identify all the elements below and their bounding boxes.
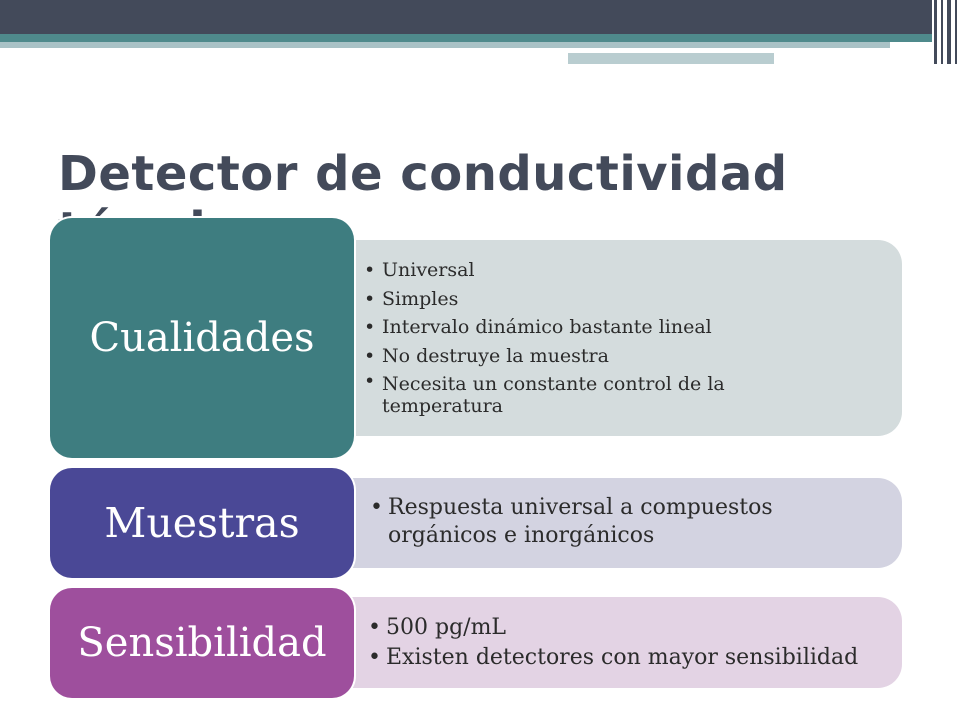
muestras-list <box>388 494 828 550</box>
header-bar-accent <box>568 53 774 64</box>
header-rule <box>568 48 888 50</box>
sensibilidad-tab <box>50 588 354 698</box>
muestras-tab <box>50 468 354 578</box>
cualidades-list <box>382 256 782 417</box>
sensibilidad-panel <box>300 597 902 688</box>
list-item: • Simples <box>382 285 782 314</box>
muestras-label: Muestras <box>104 499 300 547</box>
list-item: • Universal <box>382 256 782 285</box>
list-item: • Respuesta universal a compuestos orgánicos e inorgánicos <box>388 494 828 550</box>
cualidades-tab <box>50 218 354 458</box>
header-bar-dark <box>0 0 960 34</box>
header-bar-teal <box>0 34 960 42</box>
header-corner <box>932 0 960 64</box>
slide-title: Detector de conductividad <box>58 146 788 202</box>
cualidades-panel <box>300 240 902 436</box>
sensibilidad-label: Sensibilidad <box>77 620 327 666</box>
list-item: • Necesita un constante control de la temperatura <box>382 370 782 417</box>
list-item: • Existen detectores con mayor sensibilidad <box>386 643 896 673</box>
list-item: • 500 pg/mL <box>386 613 896 643</box>
muestras-panel <box>300 478 902 568</box>
cualidades-label: Cualidades <box>89 315 315 361</box>
list-item: • No destruye la muestra <box>382 342 782 371</box>
sensibilidad-list <box>386 613 896 673</box>
list-item: • Intervalo dinámico bastante lineal <box>382 313 782 342</box>
